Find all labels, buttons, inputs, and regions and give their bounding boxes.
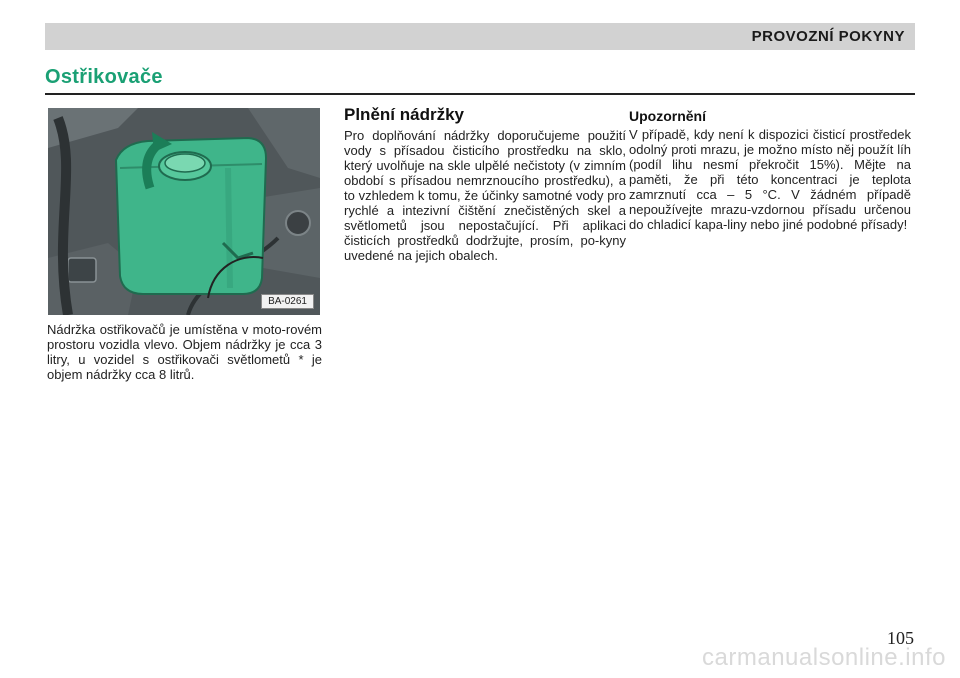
- notice-body: V případě, kdy není k dispozici čisticí prostředek odolný proti mrazu, je možno místo něj použít líh (podíl lihu nesmí překročit 15%). Mějte na paměti, že při této koncentraci je teplota zamrznutí cca – 5 °C. V žádném případě nepoužívejte mrazu-vzdornou přísadu určenou do chladicí kapa-liny nebo jiné podobné přísady!: [629, 127, 911, 232]
- page-number: 105: [887, 628, 914, 648]
- filling-section: [344, 107, 626, 263]
- watermark: carmanualsonline.info: [702, 644, 946, 671]
- figure-caption: Nádržka ostřikovačů je umístěna v moto-rovém prostoru vozidla vlevo. Objem nádržky je cca 3 litry, u vozidel s ostřikovači světlometů * je objem nádržky cca 8 litrů.: [47, 322, 322, 382]
- notice-heading: Upozornění: [629, 108, 706, 124]
- washer-reservoir-illustration: [48, 108, 320, 315]
- filling-heading: Plnění nádržky: [344, 105, 464, 124]
- notice-section: [629, 109, 911, 232]
- engine-bay-drawing: [48, 108, 320, 315]
- section-rule: [45, 93, 915, 95]
- filling-body: Pro doplňování nádržky doporučujeme použití vody s přísadou čisticího prostředku na sklo, který uvolňuje na skle ulpělé nečistoty (v zimním období s přísadou nemrznoucího prostředku), a to vzhledem k tomu, že účinky samotné vody pro rychlé a intezivní čištění znečistěných skel a světlometů jsou nepostačující. Při aplikaci čisticích prostředků dodržujte, prosím, po-kyny uvedené na jejich obalech.: [344, 128, 626, 263]
- figure-label: BA-0261: [261, 294, 314, 309]
- section-title: Ostřikovače: [45, 66, 163, 88]
- header-band: [45, 23, 915, 50]
- running-header: PROVOZNÍ POKYNY: [751, 28, 905, 45]
